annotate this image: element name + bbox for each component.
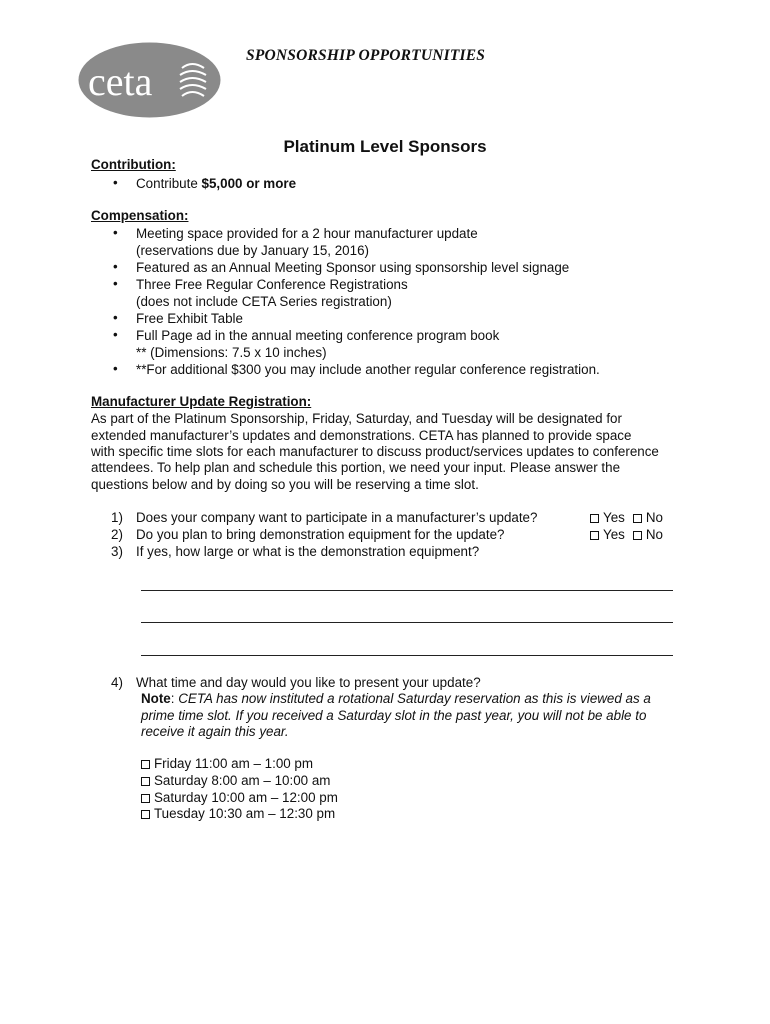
contribution-amount: $5,000 or more — [201, 176, 297, 191]
registration-paragraph-line: with specific time slots for each manufacturer to discuss product/services updates to conference — [91, 444, 659, 459]
yes-label: Yes — [603, 510, 625, 525]
time-slot-checkbox[interactable] — [141, 794, 150, 803]
yes-checkbox[interactable] — [590, 514, 599, 523]
no-label: No — [645, 510, 663, 525]
bullet-icon: • — [113, 327, 118, 342]
compensation-item: Meeting space provided for a 2 hour manufacturer update — [136, 226, 478, 241]
question-2-answers — [590, 526, 663, 543]
registration-paragraph-line: attendees. To help plan and schedule this portion, we need your input. Please answer the — [91, 460, 621, 475]
compensation-heading: Compensation: — [91, 208, 189, 223]
question-text: Do you plan to bring demonstration equipment for the update? — [136, 527, 505, 542]
compensation-item: Featured as an Annual Meeting Sponsor using sponsorship level signage — [136, 260, 570, 275]
compensation-subnote: (reservations due by January 15, 2016) — [136, 243, 369, 258]
question-1-answers — [590, 509, 663, 526]
registration-heading: Manufacturer Update Registration: — [91, 394, 312, 409]
time-slot-label: Saturday 10:00 am – 12:00 pm — [154, 790, 338, 805]
registration-paragraph-line: As part of the Platinum Sponsorship, Friday, Saturday, and Tuesday will be designated for — [91, 411, 622, 426]
time-slot-label: Saturday 8:00 am – 10:00 am — [154, 773, 331, 788]
yes-checkbox[interactable] — [590, 531, 599, 540]
question-text: Does your company want to participate in a manufacturer’s update? — [136, 510, 538, 525]
question-text: What time and day would you like to present your update? — [136, 675, 481, 690]
time-slot-option — [141, 772, 330, 789]
yes-label: Yes — [603, 527, 625, 542]
logo-text: ceta — [88, 59, 153, 104]
question-number: 4) — [111, 675, 123, 690]
header-title: SPONSORSHIP OPPORTUNITIES — [246, 47, 486, 64]
bullet-icon: • — [113, 310, 118, 325]
question-number: 1) — [111, 510, 123, 525]
note-line — [141, 690, 651, 707]
time-slot-option — [141, 755, 313, 772]
time-slot-option — [141, 789, 338, 806]
time-slot-option — [141, 805, 335, 822]
no-label: No — [645, 527, 663, 542]
answer-line[interactable] — [141, 622, 673, 623]
compensation-item: Free Exhibit Table — [136, 311, 243, 326]
no-checkbox[interactable] — [633, 514, 642, 523]
note-text: CETA has now instituted a rotational Saturday reservation as this is viewed as a — [178, 691, 651, 706]
no-checkbox[interactable] — [633, 531, 642, 540]
time-slot-label: Friday 11:00 am – 1:00 pm — [154, 756, 314, 771]
registration-paragraph-line: questions below and by doing so you will be reserving a time slot. — [91, 477, 479, 492]
compensation-subnote: ** (Dimensions: 7.5 x 10 inches) — [136, 345, 327, 360]
time-slot-checkbox[interactable] — [141, 810, 150, 819]
question-number: 3) — [111, 544, 123, 559]
compensation-item: Full Page ad in the annual meeting conference program book — [136, 328, 500, 343]
answer-line[interactable] — [141, 590, 673, 591]
note-colon: : — [170, 691, 175, 706]
bullet-icon: • — [113, 175, 118, 190]
compensation-subnote: (does not include CETA Series registration) — [136, 294, 392, 309]
note-text: receive it again this year. — [141, 724, 289, 739]
contribution-prefix: Contribute — [136, 176, 202, 191]
ceta-logo — [78, 42, 221, 118]
answer-line[interactable] — [141, 655, 673, 656]
bullet-icon: • — [113, 225, 118, 240]
bullet-icon: • — [113, 361, 118, 376]
note-label: Note — [141, 691, 171, 706]
time-slot-checkbox[interactable] — [141, 760, 150, 769]
bullet-icon: • — [113, 259, 118, 274]
contribution-heading: Contribution: — [91, 157, 176, 172]
contribution-item — [136, 175, 296, 192]
time-slot-checkbox[interactable] — [141, 777, 150, 786]
compensation-item: Three Free Regular Conference Registrations — [136, 277, 408, 292]
time-slot-label: Tuesday 10:30 am – 12:30 pm — [154, 806, 336, 821]
registration-paragraph-line: extended manufacturer’s updates and demonstrations. CETA has planned to provide space — [91, 428, 632, 443]
page-title: Platinum Level Sponsors — [283, 137, 487, 156]
compensation-item: **For additional $300 you may include another regular conference registration. — [136, 362, 600, 377]
bullet-icon: • — [113, 276, 118, 291]
question-number: 2) — [111, 527, 123, 542]
question-text: If yes, how large or what is the demonstration equipment? — [136, 544, 480, 559]
note-text: prime time slot. If you received a Saturday slot in the past year, you will not be able to — [141, 708, 647, 723]
